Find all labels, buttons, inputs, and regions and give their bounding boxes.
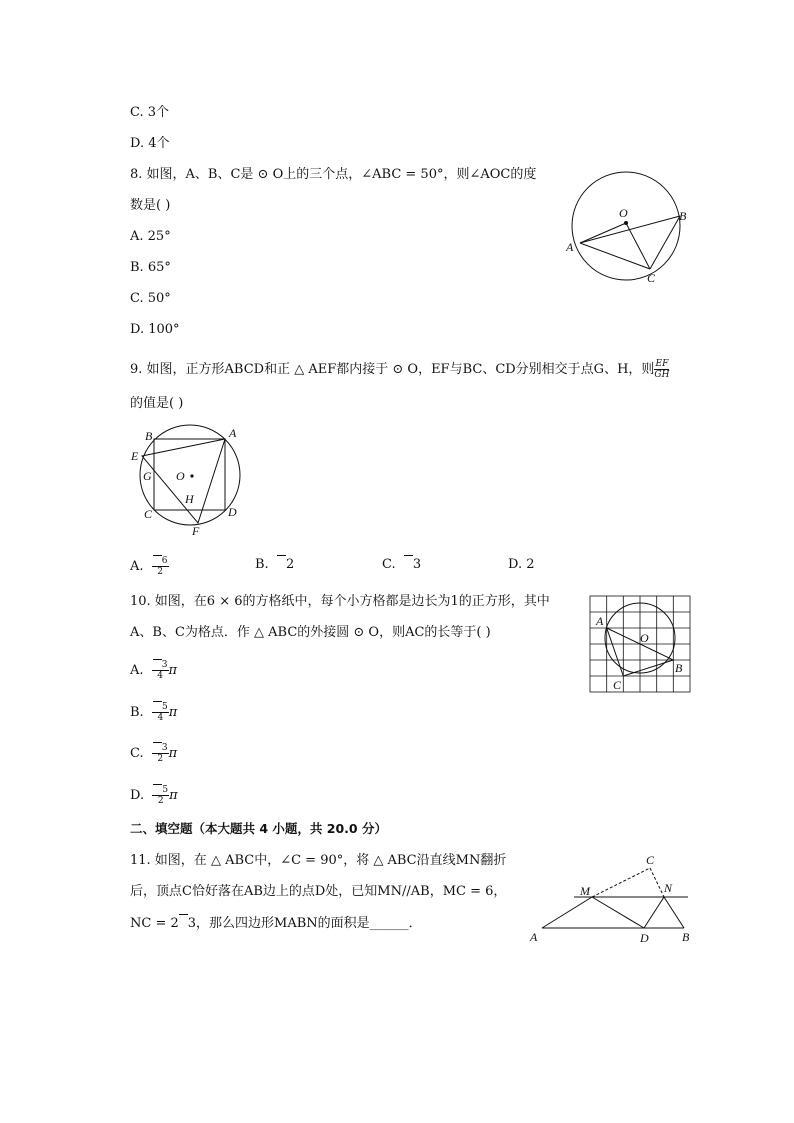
q11-label-c: C [646,853,655,867]
q10-opt-d-frac [152,785,169,806]
q10-label-a: A [596,614,604,628]
q10-opt-c-den: 2 [157,754,164,764]
q7-option-c: C. 3个 [130,105,170,120]
q9-label-g: G [143,469,152,483]
q10-opt-c-rad: 3 [153,743,168,753]
q9-label-c: C [144,507,153,521]
q8-circle-figure [560,165,700,290]
q9-fraction [654,359,669,380]
q9-stem-line2: 的值是( ) [130,396,184,411]
q8-label-c: C [647,271,656,285]
q10-stem-line2: A、B、C为格点．作 △ ABC的外接圆 ⊙ O，则AC的长等于( ) [130,625,491,640]
q11-label-a: A [530,930,538,944]
q10-opt-a-prefix: A. [130,663,144,678]
q9-frac-num: EF [655,359,669,369]
q9-opt-a-frac [152,556,169,577]
q7-option-d: D. 4个 [130,136,170,151]
q8-option-d: D. 100° [130,322,180,337]
q8-label-a: A [566,240,574,254]
q11-label-m: M [580,884,590,898]
q10-stem-line1: 10. 如图，在6 × 6的方格纸中，每个小方格都是边长为1的正方形，其中 [130,594,550,609]
q10-label-c: C [613,678,622,692]
q11-triangle-figure [522,850,697,948]
q10-opt-d-rad: 5 [153,785,168,795]
q10-opt-c-pi: π [168,746,178,761]
q10-option-c [130,743,177,764]
q9-option-d: D. 2 [508,557,535,572]
q8-label-o: O [619,206,628,220]
q10-opt-b-prefix: B. [130,705,144,720]
section2-title: 二、填空题（本大题共 4 小题，共 20.0 分） [130,821,387,836]
q10-option-b [130,702,177,723]
q10-opt-d-prefix: D. [130,788,145,803]
q10-opt-c-prefix: C. [130,746,144,761]
q11-stem-line2: 后，顶点C恰好落在AB边上的点D处，已知MN//AB，MC = 6， [130,884,507,899]
q9-opt-c-rad: 3 [404,556,421,574]
q11-line3-b: ，那么四边形MABN的面积是______． [196,916,422,931]
q9-stem-line1 [130,359,669,380]
q8-stem-line1: 8. 如图，A、B、C是 ⊙ O上的三个点，∠ABC = 50°，则∠AOC的度 [130,167,537,182]
q10-opt-b-rad: 5 [153,702,168,712]
q9-option-c [382,556,421,574]
q8-option-c: C. 50° [130,291,171,306]
q9-stem-text: 9. 如图，正方形ABCD和正 △ AEF都内接于 ⊙ O，EF与BC、CD分别相交于点G、H，则 [130,362,655,377]
q9-label-f: F [192,524,200,538]
q10-opt-d-den: 2 [157,796,164,806]
q9-opt-a-den: 2 [157,567,164,577]
q11-label-b: B [682,930,690,944]
q9-opt-b-rad: 2 [277,556,294,574]
q9-opt-b-prefix: B. [255,557,269,572]
q8-stem-line2: 数是( ) [130,198,171,213]
q10-opt-a-pi: π [168,663,178,678]
q9-opt-a-rad: 6 [153,556,168,566]
q8-option-a: A. 25° [130,229,171,244]
q10-opt-a-frac [152,660,169,681]
q11-line3-a: NC = 2 [130,916,179,931]
q10-opt-b-den: 4 [157,713,164,723]
q10-opt-a-den: 4 [157,671,164,681]
q9-opt-c-prefix: C. [382,557,396,572]
q10-opt-d-pi: π [169,788,178,803]
q10-option-d [130,785,178,806]
q10-grid-figure [588,594,694,696]
q9-option-b [255,556,294,574]
q10-option-a [130,660,177,681]
q9-option-a [130,556,169,577]
q9-label-e: E [131,449,139,463]
q9-opt-a-prefix: A. [130,559,144,574]
q9-label-d: D [228,505,237,519]
q9-label-h: H [185,492,194,506]
q11-stem-line3 [130,915,422,933]
q9-circle-figure [128,423,253,538]
q11-line3-rad: 3 [179,915,196,933]
q9-label-o: O [176,469,185,483]
q9-label-a: A [229,426,237,440]
q10-opt-b-pi: π [168,705,178,720]
q8-option-b: B. 65° [130,260,171,275]
q9-frac-den: GH [654,370,670,380]
q10-label-o: O [640,631,649,645]
q10-opt-c-frac [152,743,169,764]
q8-label-b: B [679,209,687,223]
q11-label-d: D [640,931,649,945]
q10-opt-b-frac [152,702,169,723]
q10-label-b: B [675,661,683,675]
q10-opt-a-rad: 3 [153,660,168,670]
q11-label-n: N [664,881,673,895]
q9-label-b: B [145,429,153,443]
q11-stem-line1: 11. 如图，在 △ ABC中，∠C = 90°，将 △ ABC沿直线MN翻折 [130,853,507,868]
